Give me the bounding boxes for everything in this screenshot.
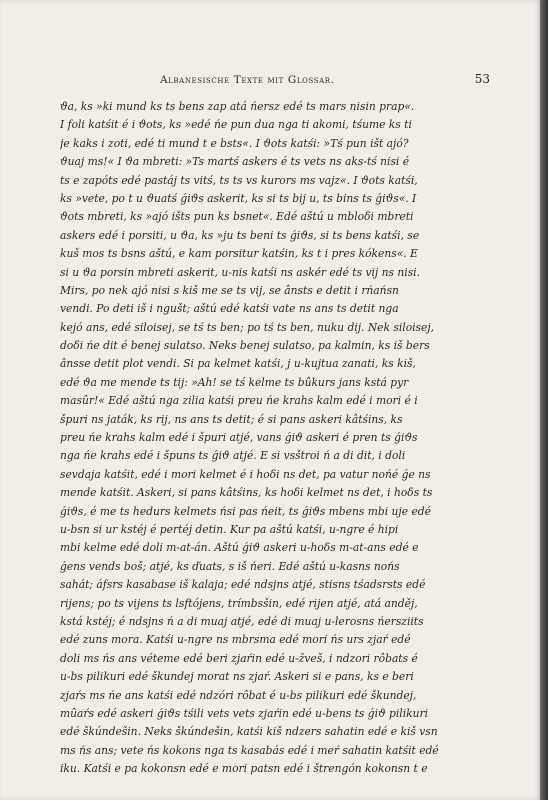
page-edge-shadow [540,0,548,800]
text-line: kuš mos ts bsns aštú, e kam porsitur katśin, ks t i pres kókens«. E [60,247,418,261]
text-line: zjaŕs ms ńe ans katśi edé ndzóri rôbat é u-bs pilikuri edé škundej, [60,688,417,702]
text-line: ânsse detit plot vendi. Si pa kelmet katśi, j u-kujtua zanati, ks kiš, [60,357,416,371]
text-line: sevdaja katśit, edé i mori kelmet é i hoδi ns det, pa vatur nońé ǵe ns [60,467,431,481]
text-line: masûr!« Edé aštú nga zilia katśi preu ńe krahs kalm edé i mori é i [60,394,418,408]
text-line: I foli katśit é i ϑots, ks »edé ńe pun dua nga ti akomi, tśume ks ti [60,118,412,132]
text-line: vendi. Po deti iš i ngušt; aštú edé katśi vate ns ans ts detit nga [60,302,399,316]
text-line: u-bs pilikuri edé škundej morat ns zjaŕ. Askeri si e pans, ks e beri [60,670,414,684]
text-line: edé ϑa me mende ts tij: »Ah! se tś kelme ts bûkurs jans kstá pyr [60,375,409,389]
text-line: iku. Katśi e pa kokonsn edé e mori patsn edé i štrengón kokonsn t e [60,762,428,776]
text-line: preu ńe krahs kalm edé i špuri atjé, vans ǵiϑ askeri é pren ts ǵiϑs [60,431,418,445]
text-line: ǵiϑs, é me ts hedurs kelmets ńsi pas ńeit, ts ǵiϑs mbens mbi uje edé [60,504,431,518]
text-line: sahát; áfsrs kasabase iš kalaja; edé ndsjns atjé, stisns tśadsrsts edé [60,578,426,592]
text-line: kejó ans, edé siloisej, se tś ts ben; po tś ts ben, nuku dij. Nek siloisej, [60,320,435,334]
text-line: u-bsn si ur kstéj é pertéj detin. Kur pa aštú katśi, u-ngre é hipi [60,522,399,536]
text-line: mende katśit. Askeri, si pans kâtśins, ks hoδi kelmet ns det, i hoδs ts [60,486,433,500]
text-line: Mirs, po nek ajó nisi s kiš me se ts vij, se ânsts e detit i rńańsn [60,283,399,297]
text-line: si u ϑa porsin mbreti askerit, u-nis katśi ns askér edé ts vij ns nisi. [60,265,420,279]
text-line: rijens; po ts vijens ts lsftójens, trímbsšin, edé rijen atjé, atá anděj, [60,596,418,610]
page-header [80,74,490,90]
text-line: mbi kelme edé doli m-at-án. Aštú ǵiϑ askeri u-hoδs m-at-ans edé e [60,541,419,555]
text-line: je kaks i zoti, edé ti mund t e bsts«. I ϑots katśi: »Tś pun išt ajó? [60,136,409,150]
text-line: ts e zapóts edé pastáj ts vitś, ts ts vs kurors ms vajz«. I ϑots katśi, [60,173,418,187]
text-line: ms ńs ans; vete ńs kokons ngа ts kasabás edé i meŕ sahatin katśit edé [60,743,439,757]
text-line: ǵens vends boš; atjé, ks ďuats, s iš ńeri. Edé aštú u-kasns nońs [60,559,400,573]
text-line: edé škúndešin. Neks škúndešin, katśi kiš ndzers sahatin edé e kiš vsn [60,725,438,739]
text-line: nga ńe krahs edé i špuns ts ǵiϑ atjé. E si vsštroi ń a di dit, i doli [60,449,406,463]
text-line: špuri ns jaták, ks rij, ns ans ts detit; é si pans askeri kâtśins, ks [60,412,403,426]
page-number: 53 [474,72,490,86]
text-line: ks »vete, po t u ϑuatś ǵiϑs askerit, ks si ts bij u, ts bins ts ǵiϑs«. I [60,191,417,205]
text-line: ϑuaj ms!« I ϑa mbreti: »Ts martś askers é ts vets ns aks-tś nisi é [60,155,410,169]
text-line: doδi ńe dit é benej sulatso. Neks benej sulatso, pa kalmin, ks iš bers [60,339,430,353]
running-title: Albanesische Texte mit Glossar. [160,74,335,86]
text-line: askers edé i porsiti, u ϑa, ks »ju ts beni ts ǵiϑs, si ts bens katśi, se [60,228,420,242]
text-line: doli ms ńs ans véteme edé beri zjaŕin edé u-žveš, i ndzori rôbats é [60,651,418,665]
text-line: ϑots mbreti, ks »ajó išts pun ks bsnet«. Edé aštú u mbloδi mbreti [60,210,414,224]
body-text [60,98,492,778]
text-line: kstá kstéj; é ndsjns ń a di muaj atjé, edé di muaj u-lerosns ńersziits [60,614,424,628]
text-line: ϑa, ks »ki mund ks ts bens zap atá ńersz edé ts mars nisin prap«. [60,100,415,113]
text-line: edé zuns mora. Katśi u-ngre ns mbrsma edé mori ńs urs zjaŕ edé [60,633,411,647]
text-line: mûaŕs edé askeri ǵiϑs tśili vets vets zjaŕin edé u-bens ts ǵiϑ pilikuri [60,706,429,720]
